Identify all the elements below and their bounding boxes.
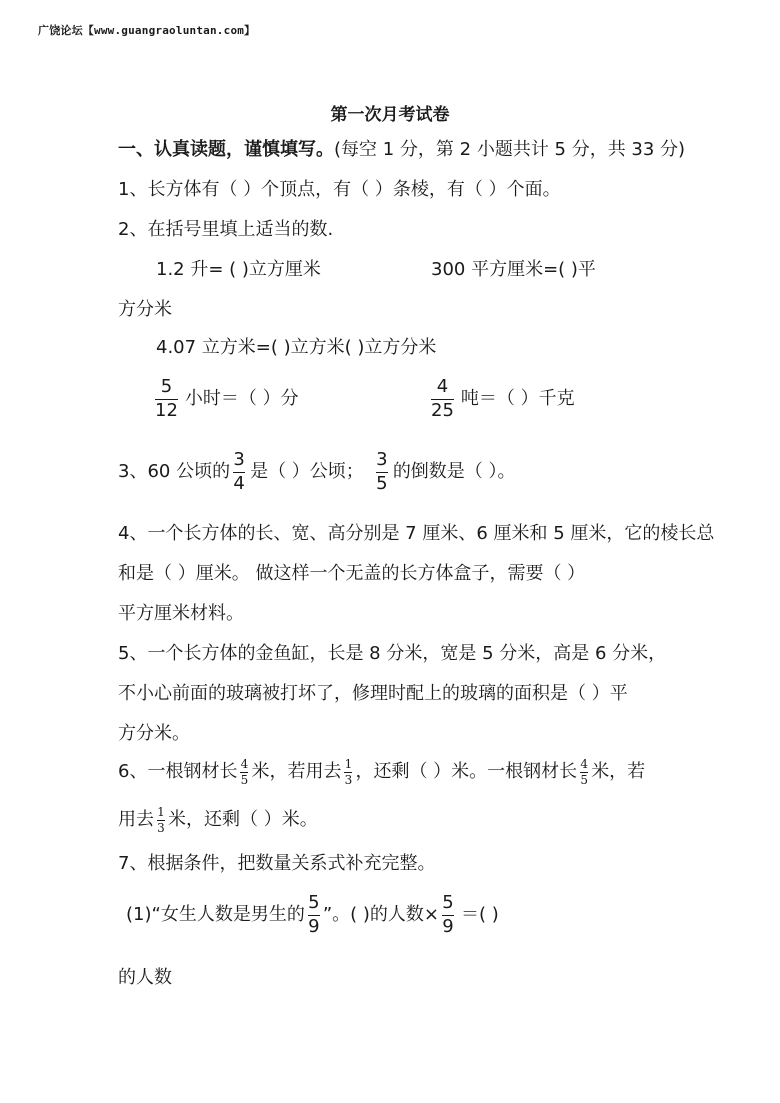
question-3 [118, 451, 516, 494]
question-2e-text: 吨＝（ ）千克 [460, 388, 575, 410]
fraction-numerator: 3 [376, 449, 388, 470]
fraction-denominator: 3 [344, 772, 353, 787]
question-7-s1a: (1)“女生人数是男生的 [126, 904, 305, 926]
section-heading [118, 138, 685, 162]
fraction-denominator: 9 [308, 915, 320, 937]
fraction [157, 806, 165, 834]
fraction [233, 451, 245, 494]
fraction [580, 758, 588, 786]
question-6-p3: ，还剩（ ）米。一根钢材长 [355, 761, 578, 783]
section-heading-label: 一、认真读题，谨慎填写。 [118, 139, 334, 160]
fraction-denominator: 5 [240, 772, 249, 787]
question-7-1-cont: 的人数 [118, 967, 172, 988]
question-5-line2: 不小心前面的玻璃被打坏了，修理时配上的玻璃的面积是（ ）平 [118, 683, 628, 704]
question-4-line3: 平方厘米材料。 [118, 603, 244, 624]
question-3-pre: 3、60 公顷的 [118, 461, 231, 483]
fraction-numerator: 1 [157, 805, 165, 819]
fraction-numerator: 4 [240, 757, 249, 771]
fraction-numerator: 4 [436, 376, 449, 397]
fraction-numerator: 5 [160, 376, 173, 397]
site-header: 广饶论坛【www.guangraoluntan.com】 [38, 24, 256, 37]
question-3-mid: 是（ ）公顷； [250, 461, 364, 483]
fraction [376, 451, 388, 494]
question-6-p2: 米，若用去 [251, 761, 342, 783]
question-2d [152, 378, 299, 421]
fraction-denominator: 9 [442, 915, 454, 937]
question-6-line2 [118, 806, 318, 834]
question-3-post: 的倒数是（ ）。 [392, 461, 516, 483]
question-7-1 [126, 894, 499, 937]
fraction [442, 894, 454, 937]
question-2e [428, 378, 575, 421]
question-2a: 1.2 升= ( )立方厘米 [156, 259, 321, 280]
question-5-line3: 方分米。 [118, 723, 190, 744]
fraction-numerator: 5 [308, 892, 320, 913]
fraction [155, 378, 178, 421]
fraction-denominator: 5 [376, 472, 388, 494]
fraction-numerator: 4 [580, 757, 588, 771]
fraction [240, 758, 248, 786]
question-5-line1: 5、一个长方体的金鱼缸，长是 8 分米，宽是 5 分米，高是 6 分米， [118, 643, 667, 664]
fraction-denominator: 12 [155, 399, 178, 421]
question-6-line1 [118, 758, 645, 786]
fraction-numerator: 1 [344, 757, 353, 771]
question-6-p4: 米，若 [591, 761, 646, 783]
question-2: 2、在括号里填上适当的数. [118, 219, 334, 240]
question-6-l2b: 米，还剩（ ）米。 [168, 809, 318, 831]
fraction-denominator: 3 [157, 820, 165, 835]
question-2d-text: 小时＝（ ）分 [184, 388, 299, 410]
question-7-s1c: ＝( ) [461, 904, 499, 926]
fraction [344, 758, 352, 786]
fraction [431, 378, 454, 421]
fraction-numerator: 5 [442, 892, 454, 913]
section-heading-note: (每空 1 分，第 2 小题共计 5 分，共 33 分) [334, 139, 686, 160]
question-1: 1、长方体有（ ）个顶点，有（ ）条棱，有（ ）个面。 [118, 179, 561, 200]
page-title: 第一次月考试卷 [330, 105, 450, 125]
question-7: 7、根据条件，把数量关系式补充完整。 [118, 853, 436, 874]
question-4-line1: 4、一个长方体的长、宽、高分别是 7 厘米、6 厘米和 5 厘米，它的棱长总 [118, 523, 715, 544]
fraction-numerator: 3 [233, 449, 245, 470]
question-7-s1b: ”。( )的人数× [322, 904, 440, 926]
fraction [308, 894, 320, 937]
question-2b-cont: 方分米 [118, 299, 172, 320]
fraction-denominator: 4 [233, 472, 245, 494]
question-2c: 4.07 立方米=( )立方米( )立方分米 [156, 337, 437, 358]
question-2b: 300 平方厘米=( )平 [431, 259, 596, 280]
question-4-line2: 和是（ ）厘米。 做这样一个无盖的长方体盒子，需要（ ） [118, 563, 586, 584]
fraction-denominator: 25 [431, 399, 454, 421]
question-6-p1: 6、一根钢材长 [118, 761, 238, 783]
question-6-l2a: 用去 [118, 809, 154, 831]
fraction-denominator: 5 [580, 772, 588, 787]
